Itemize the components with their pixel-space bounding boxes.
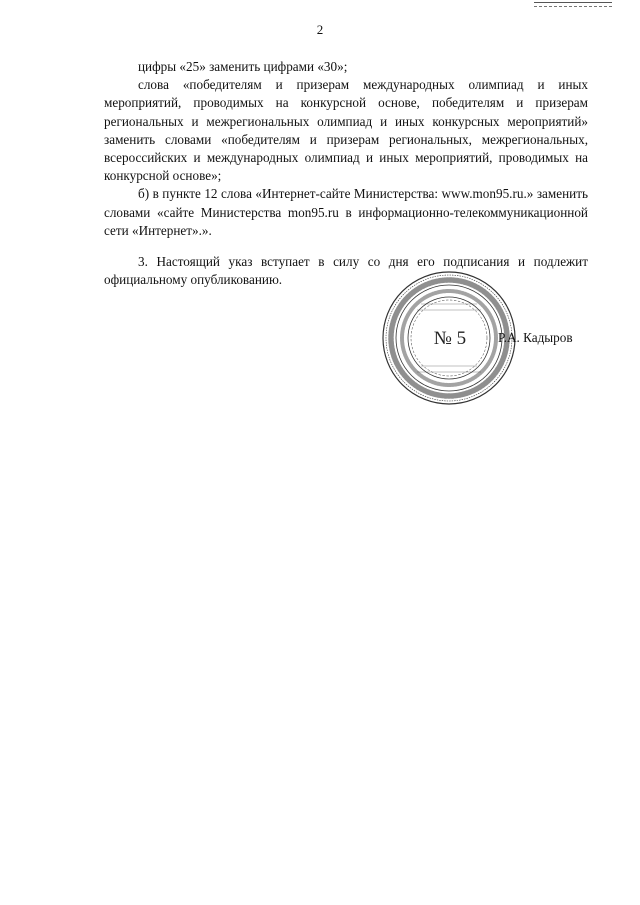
document-body	[104, 58, 588, 289]
page-number: 2	[316, 22, 324, 37]
top-corner-mark	[534, 2, 612, 7]
paragraph-3: б) в пункте 12 слова «Интернет-сайте Министерства: www.mon95.ru.» заменить словами «сайте Министерства mon95.ru в информационно-телекоммуникационной сети «Интернет».».	[104, 186, 588, 238]
paragraph-1: цифры «25» заменить цифрами «30»;	[138, 59, 348, 74]
official-seal	[381, 270, 517, 406]
signature-name: Р.А. Кадыров	[498, 330, 573, 345]
seal-number: № 5	[433, 328, 467, 349]
paragraph-2: слова «победителям и призерам международных олимпиад и иных мероприятий, проводимых на конкурсной основе, победителям и призерам региональных и межрегиональных олимпиад и иных конкурсных мероприятий» заменить словами «победителям и призерам региональных, межрегиональных, всероссийских и международных олимпиад и иных мероприятий, проводимых на конкурсной основе»;	[104, 77, 588, 184]
paragraph-4: 3. Настоящий указ вступает в силу со дня его подписания и подлежит официальному опубликованию.	[104, 254, 588, 288]
